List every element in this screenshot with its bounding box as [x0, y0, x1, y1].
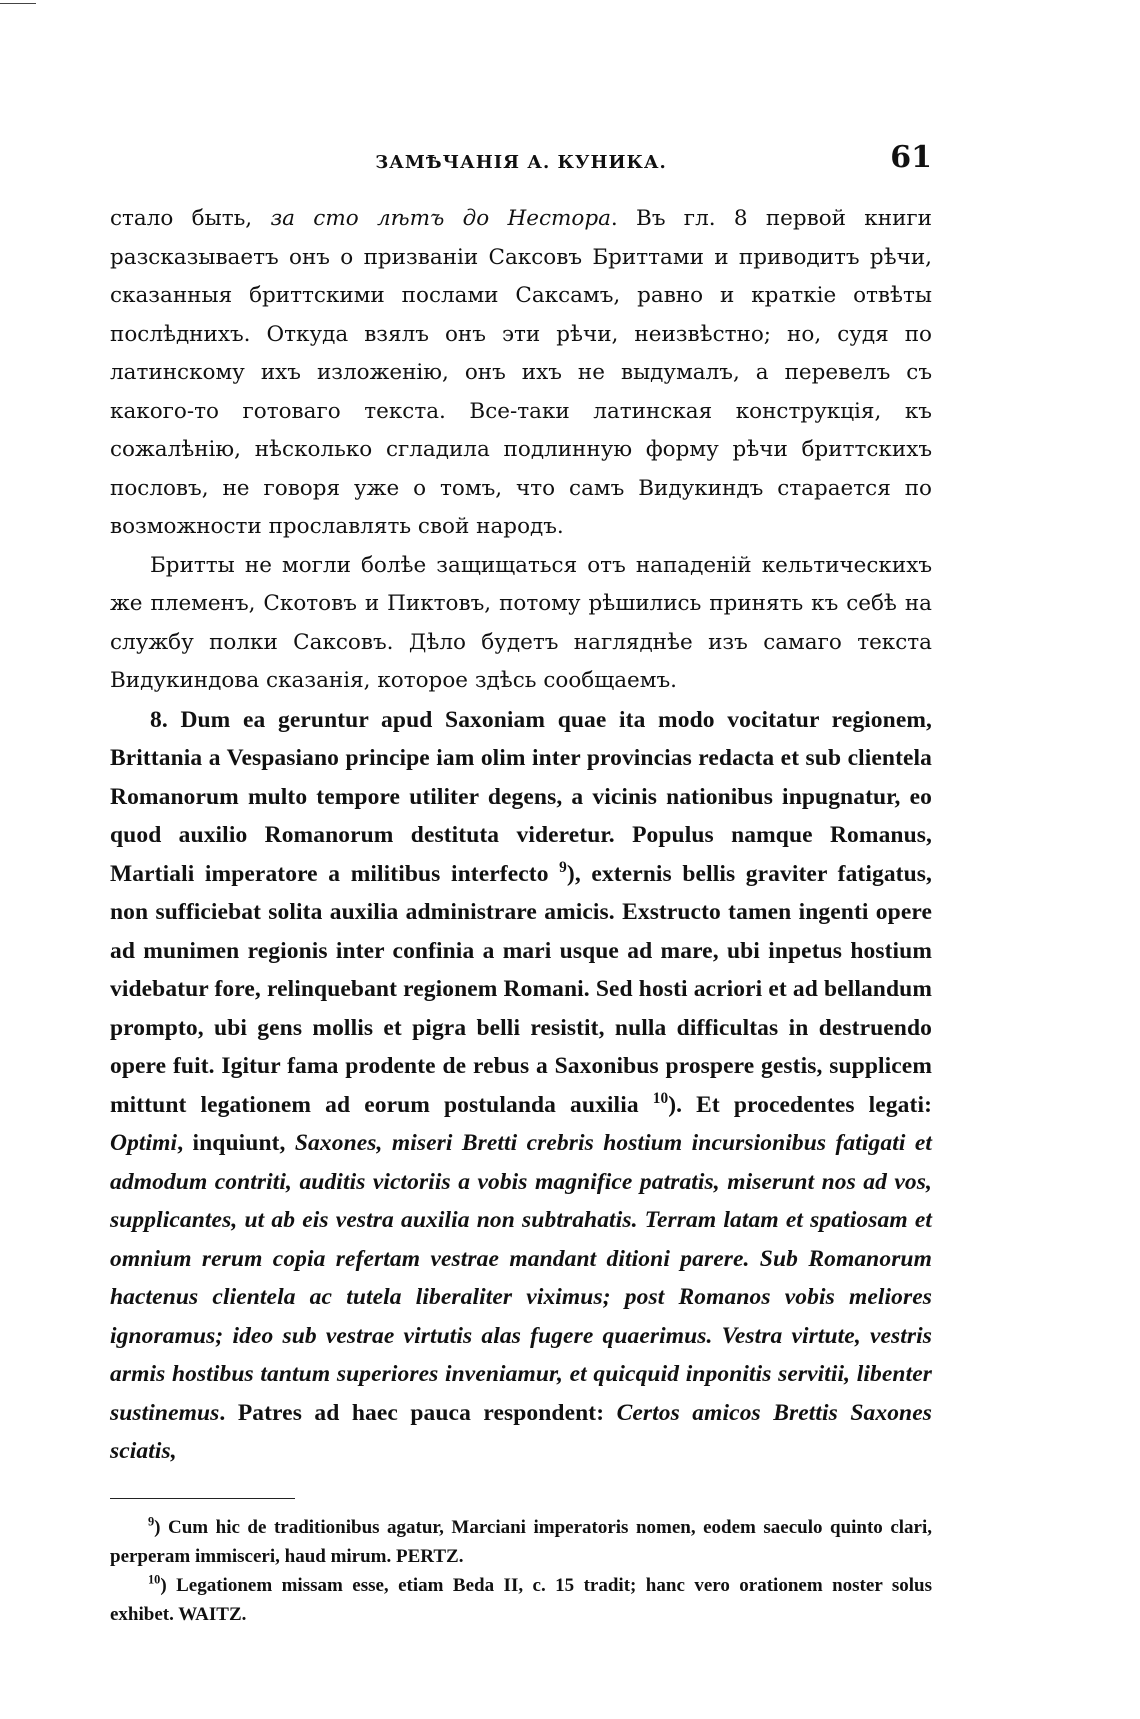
footnote-text: ) Legationem missam esse, etiam Beda II, c. 15 tradit; hanc vero orationem noster solus exhibet. WAITZ. [110, 1574, 932, 1625]
text-run: . Въ гл. 8 первой книги разсказываетъ онъ о призваніи Саксовъ Бриттами и приводитъ рѣчи, сказанныя бриттскими послами Саксамъ, равно и краткіе отвѣты послѣднихъ. Откуда взялъ онъ эти рѣчи, неизвѣстно; но, судя по латинскому ихъ изложенію, онъ ихъ не выдумалъ, а перевелъ съ какого-то готоваго текста. Все-таки латинская конструкція, къ сожалѣнію, нѣсколько сгладила подлинную форму рѣчи бриттскихъ пословъ, не говоря уже о томъ, что самъ Видукиндъ старается по возможности прославлять свой народъ. [110, 206, 932, 539]
footnotes [110, 1513, 932, 1629]
latin-run: ), externis bellis graviter fatigatus, non sufficiebat solita auxilia administrare amicis. Exstructo tamen ingenti opere ad munimen regionis inter confinia a mari usque ad mare, ubi inpetus hostium videbatur fore, relinquebant regionem Romani. Sed hosti acriori et ad bellandum prompto, ubi gens mollis et pigra belli resistit, nulla difficultas in destruendo opere fuit. Igitur fama prodente de rebus a Saxonibus prospere gestis, supplicem mittunt legationem ad eorum postulanda auxilia [110, 860, 932, 1118]
running-head [110, 140, 932, 184]
footnote-9 [110, 1513, 932, 1571]
latin-run-italic: Optimi [110, 1130, 178, 1156]
footnote-ref: 10 [652, 1089, 669, 1107]
body-text [110, 200, 932, 1471]
footnote-10 [110, 1571, 932, 1629]
footnote-divider [110, 1498, 295, 1499]
running-title: ЗАМѢЧАНІЯ А. КУНИКА. [375, 152, 667, 173]
latin-run: , inquiunt, [177, 1130, 295, 1156]
russian-paragraph-1 [110, 200, 932, 547]
latin-paragraph [110, 701, 932, 1471]
russian-paragraph-2 [110, 547, 932, 701]
latin-run: . Patres ad haec pauca respondent: [219, 1399, 617, 1426]
corner-rule [0, 3, 36, 4]
footnote-text: ) Cum hic de traditionibus agatur, Marciani imperatoris nomen, eodem saeculo quinto clari, perperam immiscerі, haud mirum. PERTZ. [110, 1516, 932, 1567]
text-run: стало быть, [110, 206, 271, 231]
page-number: 61 [890, 140, 932, 175]
footnote-marker: 10 [148, 1572, 161, 1587]
text-run: Бритты не могли болѣе защищаться отъ нападеній кельтическихъ же племенъ, Скотовъ и Пиктовъ, потому рѣшились принять къ себѣ на службу полки Саксовъ. Дѣло будетъ нагляднѣе изъ самаго текста Видукиндова сказанія, которое здѣсь сообщаемъ. [110, 552, 932, 693]
latin-run: ). Et procedentes legati: [668, 1091, 933, 1118]
book-page [110, 140, 932, 1629]
latin-run-italic: Certos amicos Brettis Saxones sciatis, [110, 1399, 933, 1464]
latin-run: 8. Dum ea geruntur apud Saxoniam quae ita modo vocitatur regionem, Brittania a Vespasiano principe iam olim inter provincias redacta et sub clientela Romanorum multo tempore utiliter degens, a vicinis nationibus inpugnatur, eo quod auxilio Romanorum destituta videretur. Populus namque Romanus, Martiali imperatore a militibus interfecto [110, 706, 932, 887]
text-run-italic: за сто лѣтъ до Нестора [270, 206, 611, 231]
footnote-ref: 9 [559, 858, 567, 876]
footnote-marker: 9 [148, 1514, 155, 1529]
latin-run-italic: Saxones, miseri Bretti crebris hostium incursionibus fatigati et admodum contriti, auditis victoriis a vobis magnifice patratis, miserunt nos ad vos, supplicantes, ut ab eis vestra auxilia non subtrahatis. Terram latam et spatiosam et omnium rerum copia refertam vestrae mandant ditioni parere. Sub Romanorum hactenus clientela ac tutela liberaliter viximus; post Romanos vobis meliores ignoramus; ideo sub vestrae virtutis alas fugere quaerimus. Vestra virtute, vestris armis hostibus tantum superiores inveniamur, et quicquid inponitis servitii, libenter sustinemus [110, 1130, 933, 1426]
